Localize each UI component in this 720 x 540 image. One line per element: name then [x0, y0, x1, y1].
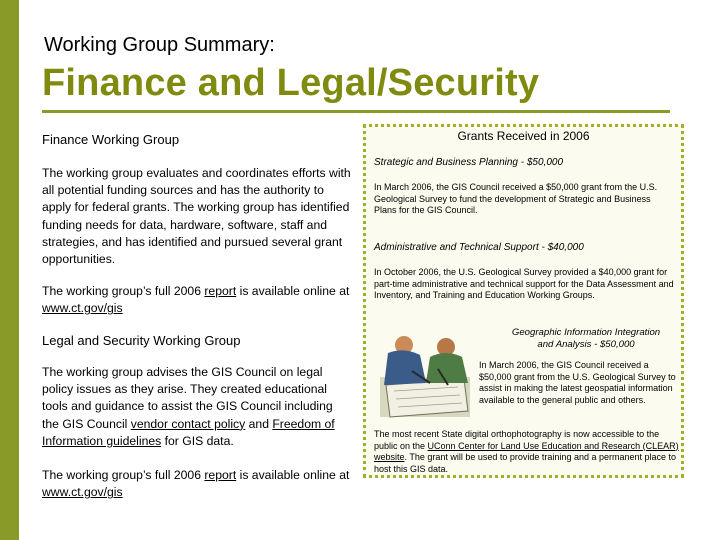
grant-2-title: Administrative and Technical Support - $40,000 — [374, 242, 584, 253]
legal-paragraph-and: and — [245, 416, 273, 431]
grant-3-title-line1: Geographic Information Integration — [511, 327, 661, 338]
people-with-blueprint-illustration — [372, 327, 476, 421]
finance-report-mid: is available online at — [236, 284, 350, 298]
finance-report-link[interactable]: report — [204, 284, 237, 298]
clear-website-link[interactable]: UConn Center for Land Use Education and Research (CLEAR) website — [374, 440, 679, 463]
finance-heading: Finance Working Group — [42, 132, 180, 147]
slide-title: Finance and Legal/Security — [42, 62, 540, 104]
grant-3-title — [491, 327, 681, 351]
ortho-note-prefix: The most recent State digital orthophotography is now accessible to the public on the — [374, 429, 660, 451]
grant-2-text: In October 2006, the U.S. Geological Survey provided a $40,000 grant for part-time administrative and technical support for the Data Assessment and Inventory, and Training and Education Working Groups. — [374, 267, 674, 301]
left-accent-bar — [0, 0, 19, 540]
legal-paragraph-suffix: for GIS data. — [161, 433, 234, 448]
legal-paragraph — [42, 364, 352, 450]
grant-3-text: In March 2006, the GIS Council received a $50,000 grant from the U.S. Geological Survey to assist in making the latest geospatial information available to the general public and others. — [479, 360, 676, 405]
grants-title: Grants Received in 2006 — [457, 129, 590, 143]
title-divider — [42, 110, 670, 113]
legal-website-link[interactable]: www.ct.gov/gis — [42, 485, 123, 500]
grant-1-title: Strategic and Business Planning - $50,000 — [374, 157, 564, 168]
finance-report-prefix: The working group’s full 2006 — [42, 284, 205, 298]
vendor-contact-policy-link[interactable]: vendor contact policy — [130, 416, 246, 431]
legal-heading: Legal and Security Working Group — [42, 333, 241, 348]
finance-website-link[interactable]: www.ct.gov/gis — [42, 301, 123, 316]
legal-report-mid: is available online at — [236, 468, 350, 482]
grant-3-title-line2: and Analysis - $50,000 — [537, 339, 635, 350]
finance-report-text — [42, 283, 352, 317]
legal-report-text — [42, 467, 352, 501]
legal-report-prefix: The working group’s full 2006 — [42, 468, 205, 482]
finance-paragraph: The working group evaluates and coordinates efforts with all potential funding sources and has the authority to apply for federal grants. The working group has identified funding needs for data, hardware, software, staff and strategies, and has identified and pursued several grant opportunities. — [42, 166, 351, 267]
grants-box — [363, 124, 684, 478]
ortho-note-suffix: . The grant will be used to provide training and a permanent place to host this GIS data. — [374, 452, 677, 474]
foi-guidelines-link[interactable]: Freedom of Information guidelines — [42, 416, 335, 448]
legal-report-link[interactable]: report — [204, 468, 237, 482]
legal-paragraph-prefix: The working group advises the GIS Council on legal policy issues as they arise. They created educational tools and guidance to assist the GIS Council including the GIS Council — [42, 365, 333, 431]
grant-1-text: In March 2006, the GIS Council received a $50,000 grant from the U.S. Geological Survey to fund the development of Strategic and Business Plans for the GIS Council. — [374, 182, 658, 216]
slide-kicker: Working Group Summary: — [44, 34, 275, 56]
orthophotography-note — [374, 429, 679, 475]
